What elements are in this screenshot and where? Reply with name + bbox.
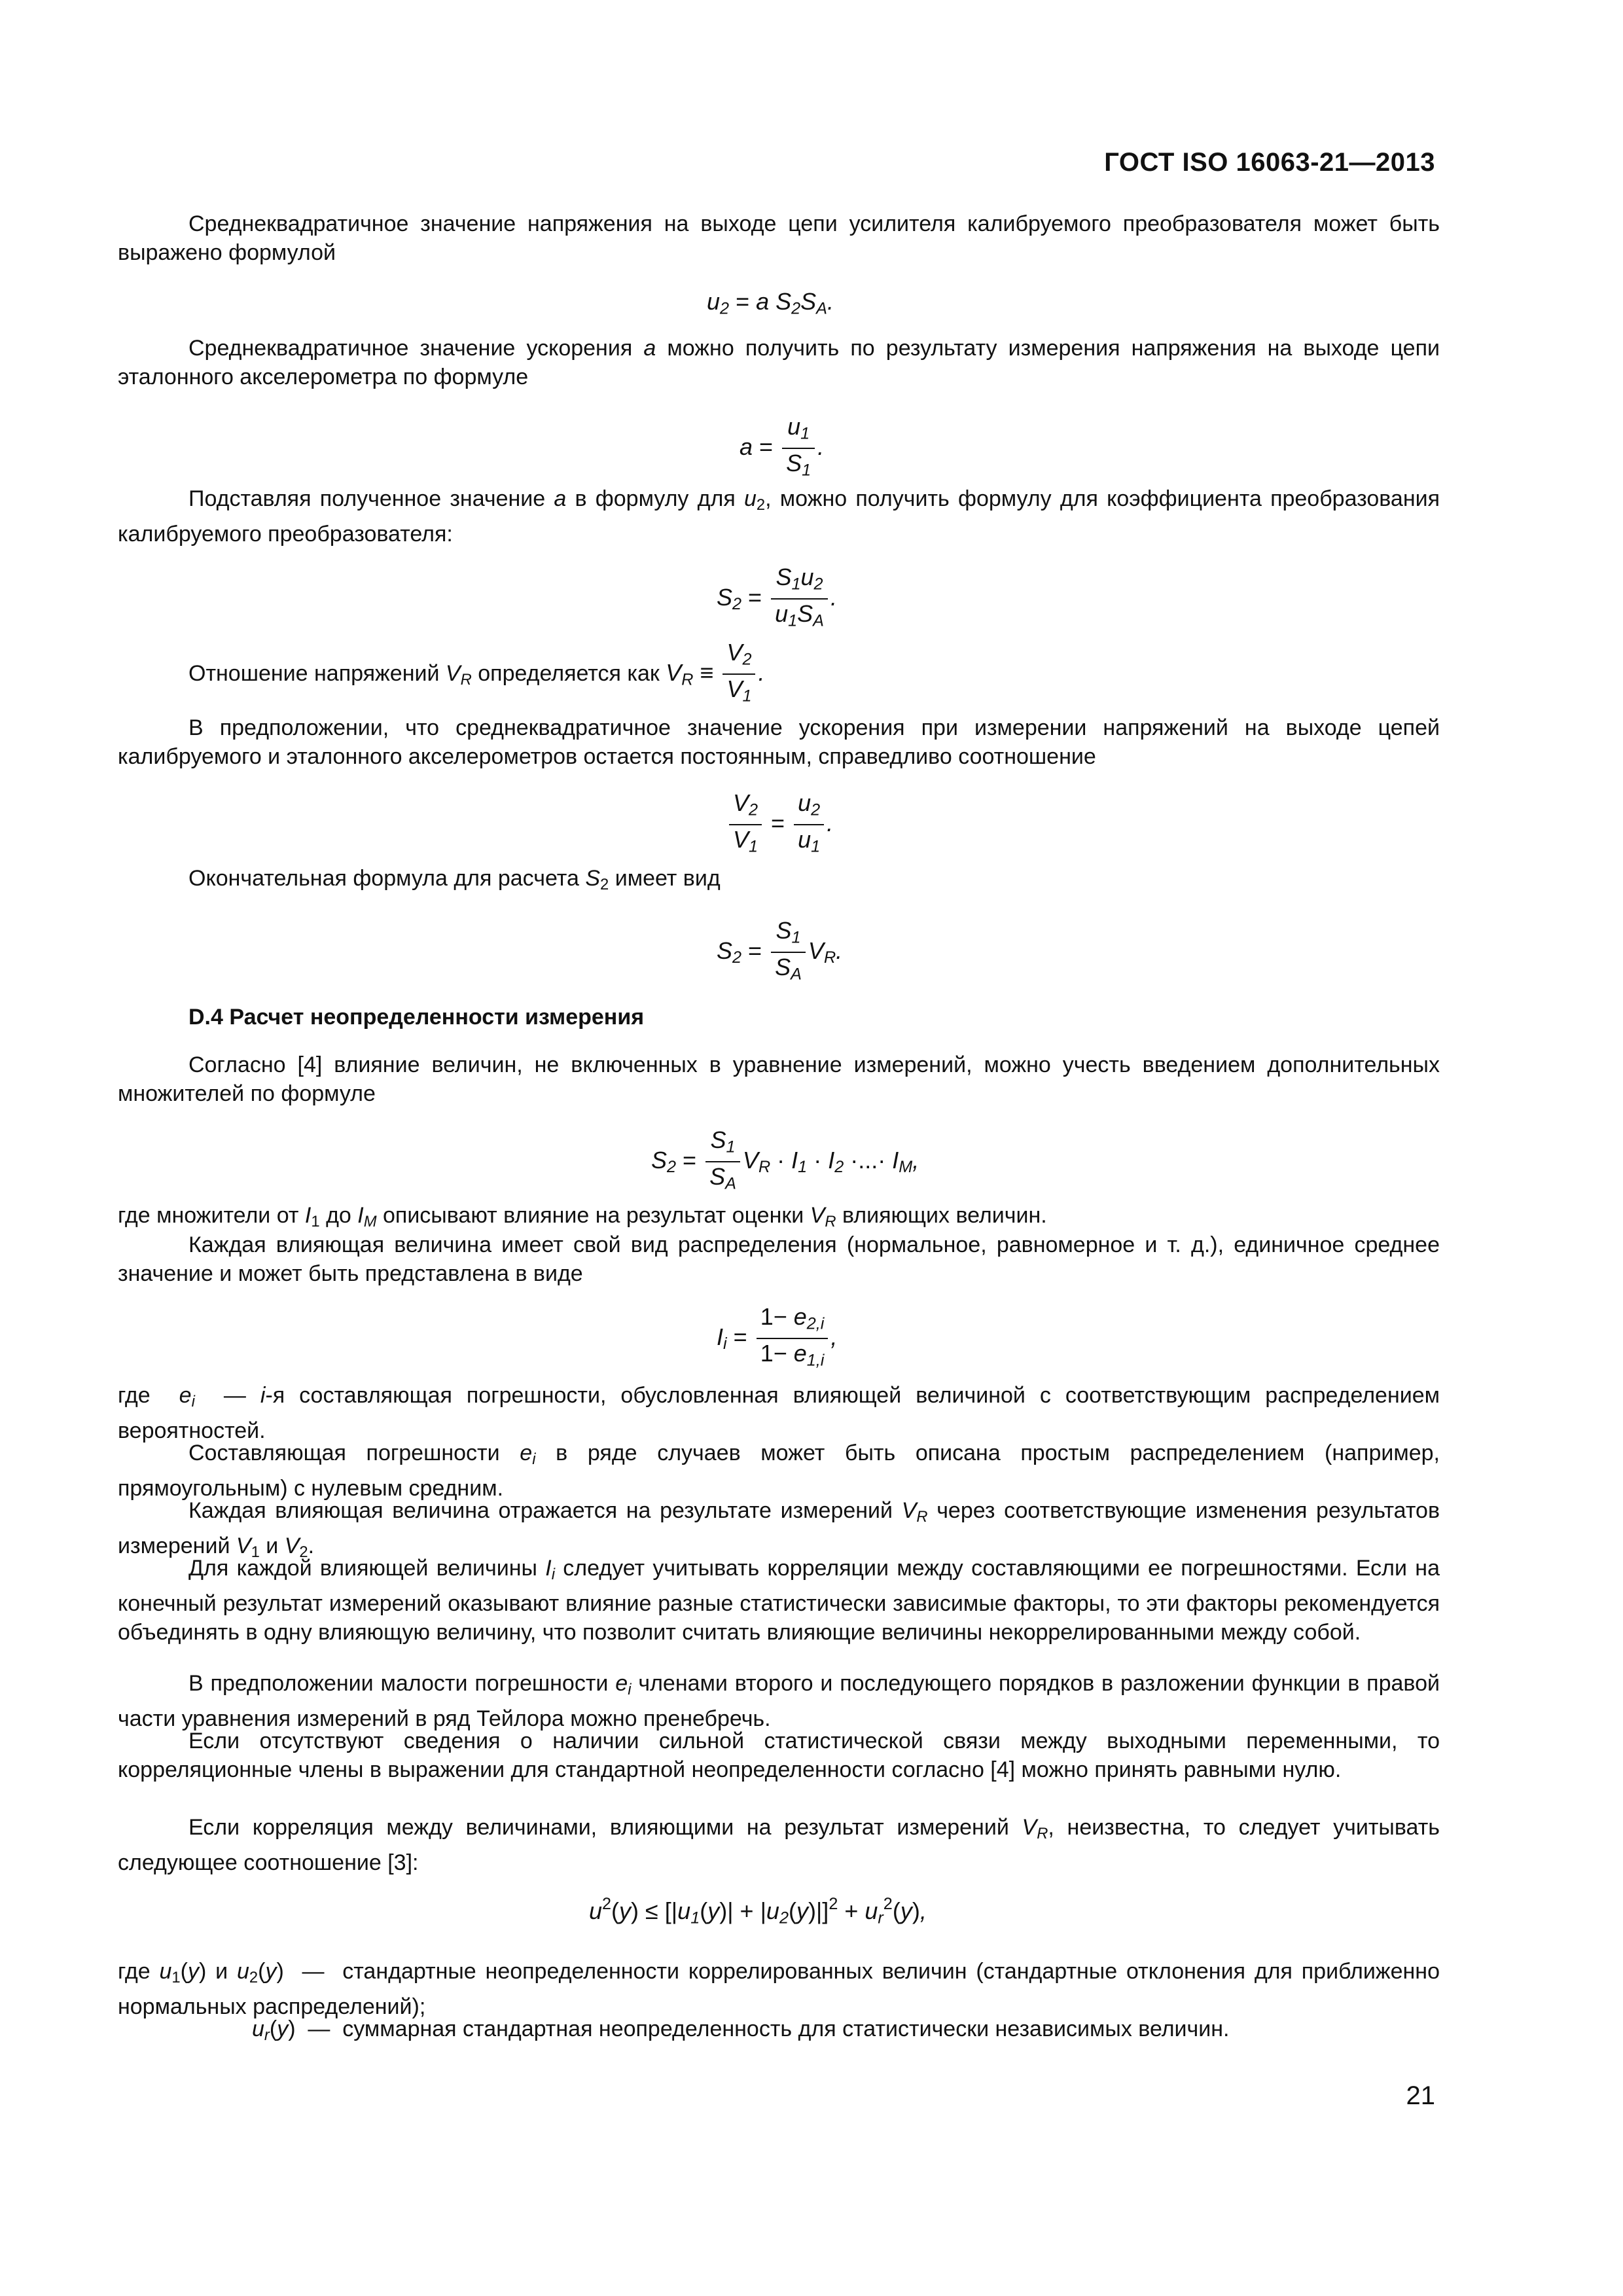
formula-s2-final: $S_2$ = $\frac{S_1}{S_A}$ $V_R$. <box>717 917 843 984</box>
paragraph-constant-acceleration: В предположении, что среднеквадратичное значение ускорения при измерении напряжений на выходе цепей калибруемого и эталонного акселерометров остается постоянным, справедливо соотношение <box>118 715 1440 769</box>
formula-a: a = $\frac{u_1}{S_1}$ . <box>740 413 825 480</box>
paragraph-rms-acceleration: Среднеквадратичное значение ускорения a можно получить по результату измерения напряжения на выходе цепи эталонного акселерометра по формуле <box>118 336 1440 389</box>
paragraph-taylor: В предположении малости погрешности $e_i$ членами второго и последующего порядков в разложении функции в правой части уравнения измерений в ряд Тейлора можно пренебречь. <box>118 1671 1440 1731</box>
document-code: ГОСТ ISO 16063-21—2013 <box>1104 148 1435 177</box>
formula-s2-with-factors: $S_2$ = $\frac{S_1}{S_A}$ $V_R \cdot I_1 \cdot I_2$ ·...· $I_M$, <box>651 1126 919 1193</box>
paragraph-distribution: Каждая влияющая величина имеет свой вид распределения (нормальное, равномерное и т. д.), единичное среднее значение и может быть представлена в виде <box>118 1232 1440 1286</box>
paragraph-factors-meaning: где множители от $I_1$ до $I_M$ описывают влияние на результат оценки $V_R$ влияющих величин. <box>118 1203 1047 1230</box>
formula-s2-full: $S_2$ = $\frac{S_1u_2}{u_1S_A}$ . <box>717 564 837 630</box>
paragraph-voltage-ratio: Отношение напряжений $V_R$ определяется как $V_R$ ≡ $\frac{V_2}{V_1}$ . <box>188 639 765 706</box>
section-heading-d4: D.4 Расчет неопределенности измерения <box>188 1005 645 1030</box>
paragraph-no-correlation: Если отсутствуют сведения о наличии сильной статистической связи между выходными переменными, то корреляционные члены в выражении для стандартной неопределенности согласно [4] можно принять равными нулю. <box>118 1729 1440 1782</box>
formula-uncertainty: $u^2(y) \le [|u_1(y)| + |u_2(y)|]^2 + u_r^2(y)$, <box>589 1895 927 1928</box>
paragraph-vr-influence: Каждая влияющая величина отражается на результате измерений $V_R$ через соответствующие изменения результатов измерений $V_1$ и $V_2$. <box>118 1498 1440 1561</box>
formula-ratio-equality: $\frac{V_2}{V_1}$ = $\frac{u_2}{u_1}$ . <box>726 789 833 861</box>
paragraph-ur-definition: $u_r(y)$ — суммарная стандартная неопределенность для статистически независимых величин. <box>252 2017 1230 2044</box>
paragraph-substitution: Подставляя полученное значение a в формулу для $u_2$, можно получить формулу для коэффициента преобразования калибруемого преобразователя: <box>118 486 1440 547</box>
paragraph-u1-u2-definition: где $u_1(y)$ и $u_2(y)$ — стандартные неопределенности коррелированных величин (стандартные отклонения для приближенно нормальных распределений); <box>118 1959 1440 2019</box>
paragraph-correlation: Для каждой влияющей величины $I_i$ следует учитывать корреляции между составляющими ее погрешностями. Если на конечный результат измерений оказывают влияние разные статистически зависимые факторы, то эти факторы рекомендуется объединять в одну влияющую величину, что позволит считать влияющие величины некоррелированными между собой. <box>118 1556 1440 1645</box>
formula-u2: $u_2 = a$ $S_2S_A$. <box>707 288 834 318</box>
paragraph-unknown-correlation: Если корреляция между величинами, влияющими на результат измерений $V_R$, неизвестна, то следует учитывать следующее соотношение [3]: <box>118 1815 1440 1875</box>
paragraph-rms-voltage: Среднеквадратичное значение напряжения на выходе цепи усилителя калибруемого преобразователя может быть выражено формулой <box>118 211 1440 265</box>
formula-ii: $I_i$ = $\frac{1- e_{2,i}}{1- e_{1,i}}$ , <box>717 1303 838 1370</box>
paragraph-final-formula: Окончательная формула для расчета $S_2$ имеет вид <box>188 866 721 893</box>
paragraph-ei-rectangular: Составляющая погрешности $e_i$ в ряде случаев может быть описана простым распределением (например, прямоугольным) с нулевым средним. <box>118 1441 1440 1501</box>
page-number: 21 <box>1406 2081 1435 2110</box>
paragraph-influence-factors: Согласно [4] влияние величин, не включенных в уравнение измерений, можно учесть введением дополнительных множителей по формуле <box>118 1052 1440 1106</box>
paragraph-ei-definition: где $e_i$ — i-я составляющая погрешности, обусловленная влияющей величиной с соответствующим распределением вероятностей. <box>118 1383 1440 1443</box>
